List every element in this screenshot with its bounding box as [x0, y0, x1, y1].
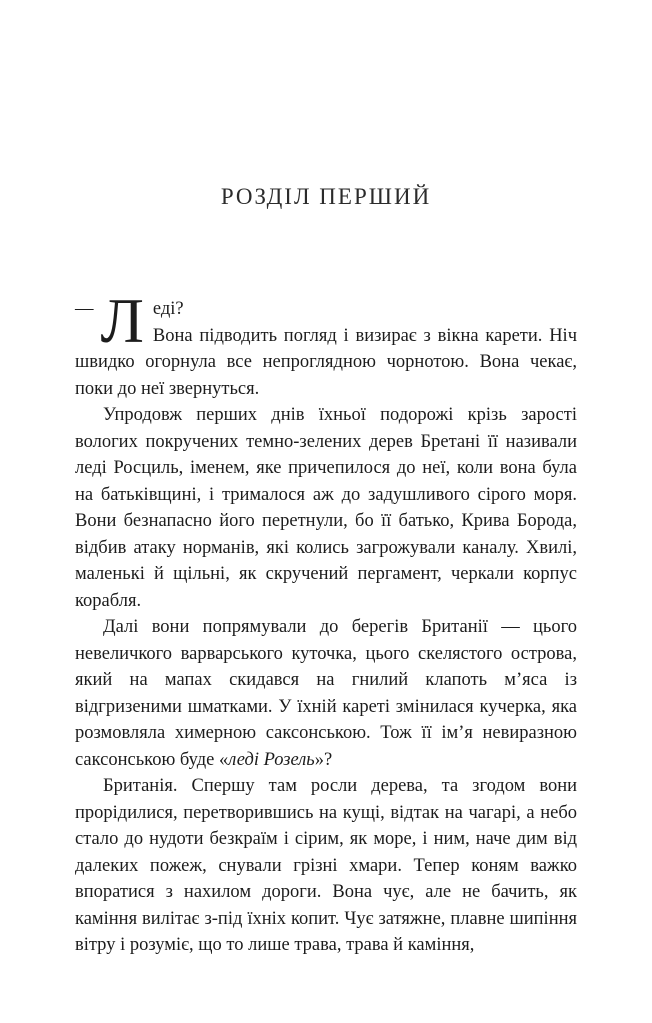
dropcap-letter: Л: [100, 285, 144, 356]
text-block: [75, 285, 577, 959]
paragraph-3-text: Далі вони попрямували до берегів Британії — цього невеличкого варварського куточка, цього скелястого острова, який на мапах скидався на гнилий клапоть м’яса із відгризеними шматками. У їхній кареті змінилася кучерка, яка розмовляла химерною саксонською. Тож її ім’я невиразною саксонською буде «: [75, 617, 577, 770]
paragraph-3-italic-name: леді Розель: [228, 749, 315, 770]
paragraph-1-text: Вона підводить погляд і визирає з вікна карети. Ніч швидко огорнула все непроглядною чорнотою. Вона чекає, поки до неї звернуться.: [75, 325, 577, 399]
chapter-title: РОЗДІЛ ПЕРШИЙ: [220, 184, 432, 209]
paragraph-3-end: »?: [314, 749, 333, 770]
dropcap-group: [75, 285, 144, 356]
opening-word-rest: еді?: [152, 299, 184, 319]
paragraph-opening: [75, 285, 577, 402]
paragraph-2: Упродовж перших днів їхньої подорожі крізь зарості вологих покручених темно-зелених дерев Бретані її називали леді Росциль, іменем, яке причепилося до неї, коли вона була на батьківщині, і трималося аж до задушливого сірого моря. Вони безнапасно його перетнули, бо її батько, Крива Борода, відбив атаку норманів, які колись загрожували каналу. Хвилі, маленькі й щільні, як скручений пергамент, черкали корпус корабля.: [75, 405, 577, 611]
paragraph-3: [75, 614, 577, 773]
dialogue-dash: —: [75, 299, 94, 319]
paragraph-4: Британія. Спершу там росли дерева, та згодом вони прорідилися, перетворившись на кущі, відтак на чагарі, а небо стало до нудоти безкраїм і сірим, як море, і ним, наче дим від далеких пожеж, снували грізні хмари. Тепер коням важко впоратися з нахилом дороги. Вона чує, але не бачить, як каміння вилітає з-під їхніх копит. Чує затяжне, плавне шипіння вітру і розуміє, що то лише трава, трава й каміння,: [75, 776, 577, 955]
